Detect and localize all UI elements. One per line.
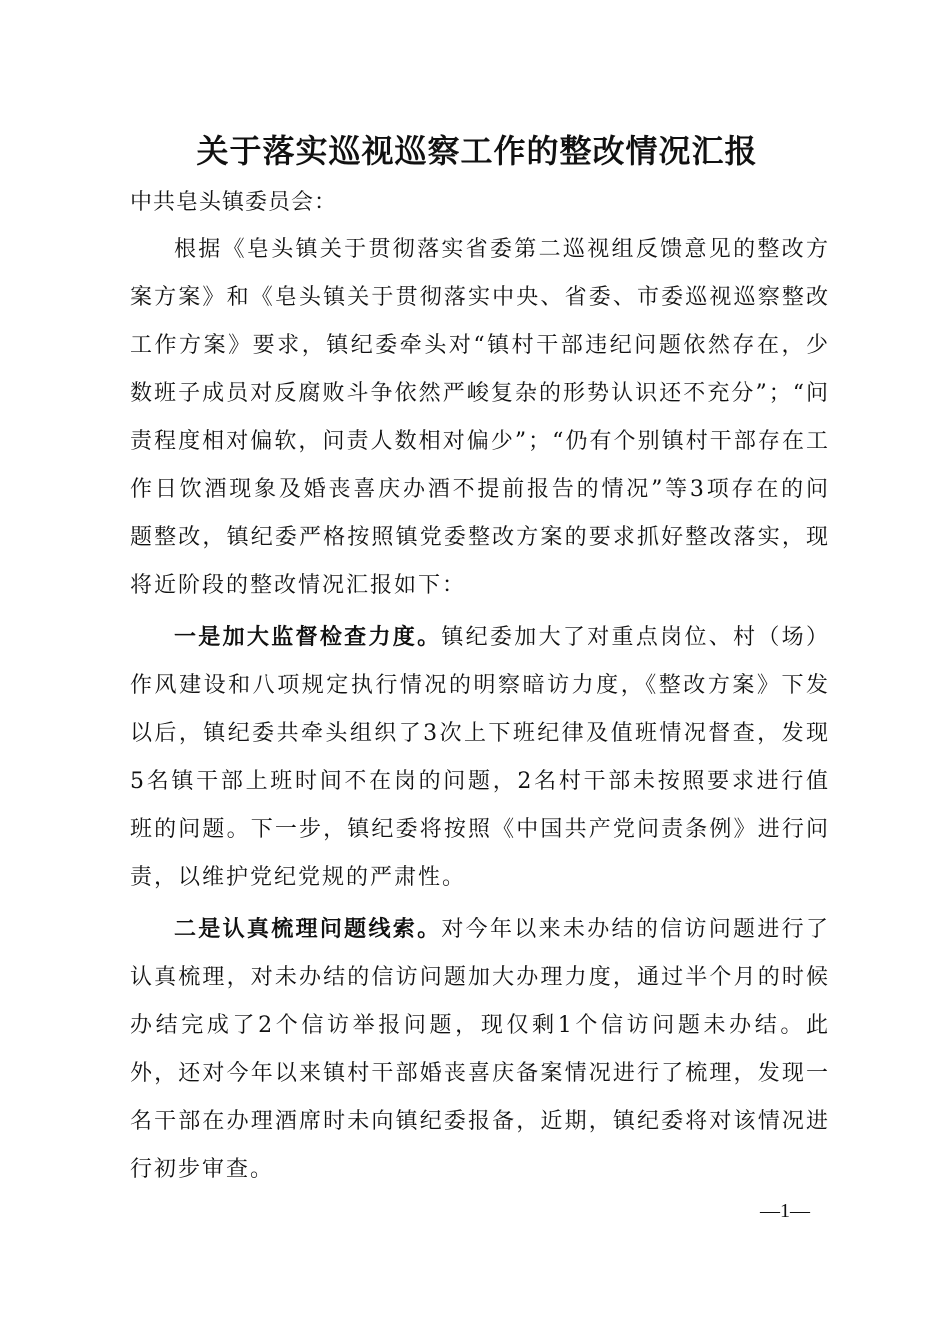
document-title: 关于落实巡视巡察工作的整改情况汇报 [196, 132, 758, 170]
section-heading-1: 一是加大监督检查力度。 [174, 625, 442, 650]
section-heading-2: 二是认真梳理问题线索。 [174, 917, 442, 942]
addressee: 中共皂头镇委员会： [130, 190, 338, 215]
intro-paragraph: 根据《皂头镇关于贯彻落实省委第二巡视组反馈意见的整改方案方案》和《皂头镇关于贯彻落实中央、省委、市委巡视巡察整改工作方案》要求，镇纪委牵头对“镇村干部违纪问题依然存在，少数班子成员对反腐败斗争依然严峻复杂的形势认识还不充分”；“问责程度相对偏软，问责人数相对偏少”；“仍有个别镇村干部存在工作日饮酒现象及婚丧喜庆办酒不提前报告的情况”等3项存在的问题整改，镇纪委严格按照镇党委整改方案的要求抓好整改落实，现将近阶段的整改情况汇报如下： [130, 237, 830, 598]
page-number: —1— [760, 1200, 810, 1222]
section-body-2: 对今年以来未办结的信访问题进行了认真梳理，对未办结的信访问题加大办理力度，通过半个月的时候办结完成了2个信访举报问题，现仅剩1个信访问题未办结。此外，还对今年以来镇村干部婚丧喜庆备案情况进行了梳理，发现一名干部在办理酒席时未向镇纪委报备，近期，镇纪委将对该情况进行初步审查。 [130, 917, 830, 1182]
document-page [130, 122, 830, 1198]
section-body-1: 镇纪委加大了对重点岗位、村（场）作风建设和八项规定执行情况的明察暗访力度，《整改方案》下发以后，镇纪委共牵头组织了3次上下班纪律及值班情况督查，发现5名镇干部上班时间不在岗的问题，2名村干部未按照要求进行值班的问题。下一步，镇纪委将按照《中国共产党问责条例》进行问责，以维护党纪党规的严肃性。 [130, 625, 830, 890]
section-paragraph-2 [130, 906, 830, 1194]
section-paragraph-1 [130, 614, 830, 902]
